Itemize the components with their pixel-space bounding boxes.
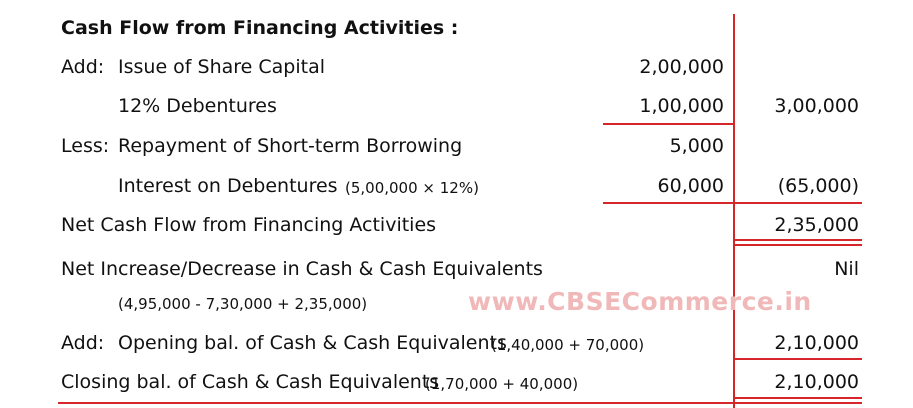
total-rule-double-a — [735, 239, 862, 241]
opening-balance-label: Opening bal. of Cash & Cash Equivalents — [118, 332, 507, 354]
net-change-total: Nil — [834, 258, 859, 280]
debentures-label: 12% Debentures — [118, 95, 277, 117]
add-prefix: Add: — [61, 56, 105, 78]
closing-calc-note: (1,70,000 + 40,000) — [425, 375, 579, 393]
net-change-calc-note: (4,95,000 - 7,30,000 + 2,35,000) — [118, 295, 368, 313]
bottom-rule — [58, 402, 862, 404]
interest-calc-note: (5,00,000 × 12%) — [345, 179, 479, 197]
closing-balance-label: Closing bal. of Cash & Cash Equivalents — [61, 371, 440, 393]
net-financing-label: Net Cash Flow from Financing Activities — [61, 214, 437, 236]
additions-total: 3,00,000 — [774, 95, 859, 117]
opening-balance-total: 2,10,000 — [774, 332, 859, 354]
net-change-label: Net Increase/Decrease in Cash & Cash Equivalents — [61, 258, 543, 280]
total-rule-3 — [735, 358, 862, 360]
debentures-amount: 1,00,000 — [639, 95, 724, 117]
subtotal-rule-2 — [603, 202, 862, 204]
repayment-amount: 5,000 — [669, 135, 724, 157]
interest-label: Interest on Debentures — [118, 175, 338, 197]
opening-calc-note: (1,40,000 + 70,000) — [491, 336, 645, 354]
section-heading: Cash Flow from Financing Activities : — [61, 17, 459, 39]
net-financing-total: 2,35,000 — [774, 214, 859, 236]
interest-amount: 60,000 — [657, 175, 724, 197]
closing-balance-total: 2,10,000 — [774, 371, 859, 393]
issue-share-capital-label: Issue of Share Capital — [118, 56, 326, 78]
site-watermark: www.CBSECommerce.in — [468, 287, 812, 316]
subtotal-rule-1 — [603, 123, 734, 125]
total-rule-double-b — [735, 244, 862, 246]
opening-prefix: Add: — [61, 332, 105, 354]
column-divider-amount — [733, 14, 735, 408]
closing-rule-double-a — [735, 397, 862, 399]
less-prefix: Less: — [61, 135, 110, 157]
issue-share-capital-amount: 2,00,000 — [639, 56, 724, 78]
deductions-total: (65,000) — [777, 175, 859, 197]
repayment-label: Repayment of Short-term Borrowing — [118, 135, 463, 157]
